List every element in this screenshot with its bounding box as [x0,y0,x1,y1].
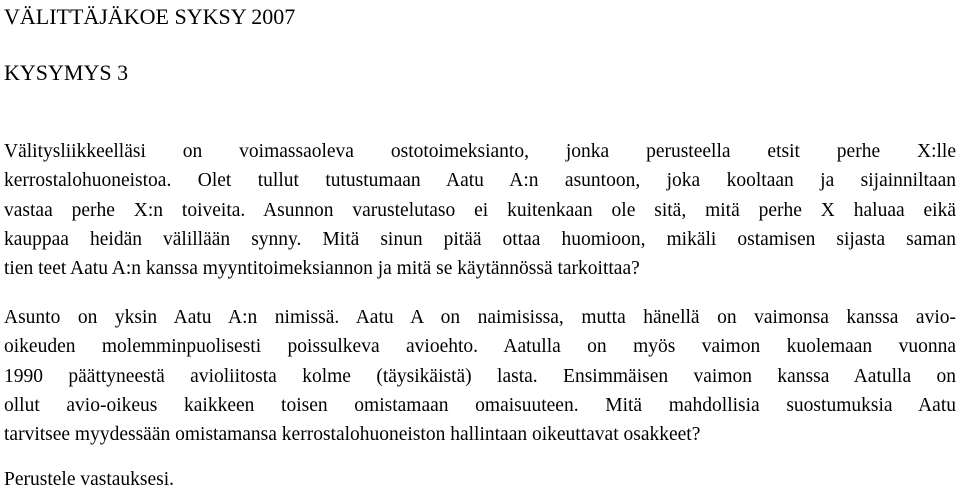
closing-line: Perustele vastauksesi. [4,469,175,490]
paragraph-line: tien teet Aatu A:n kanssa myyntitoimeksiannon ja mitä se käytännössä tarkoittaa? [4,258,640,280]
paragraph-line: ollut avio-oikeus kaikkeen toisen omistamaan omaisuuteen. Mitä mahdollisia suostumuksia Aatu [4,394,956,416]
scenario-paragraph [4,303,956,449]
paragraph-line: vastaa perhe X:n toiveita. Asunnon varustelutaso ei kuitenkaan ole sitä, mitä perhe X haluaa eikä [4,199,956,221]
paragraph-line: 1990 päättyneestä avioliitosta kolme (täysikäistä) lasta. Ensimmäisen vaimon kanssa Aatulla on [4,365,956,387]
paragraph-line: tarvitsee myydessään omistamansa kerrostalohuoneiston hallintaan oikeuttavat osakkeet? [4,424,701,446]
question-number: KYSYMYS 3 [4,60,129,85]
question-paragraph [4,137,956,283]
paragraph-line: Välitysliikkeelläsi on voimassaoleva ostotoimeksianto, jonka perusteella etsit perhe X:lle [4,141,956,162]
paragraph-line: Asunto on yksin Aatu A:n nimissä. Aatu A on naimisissa, mutta hänellä on vaimonsa kanssa avio- [4,307,956,328]
paragraph-line: oikeuden molemminpuolisesti poissulkeva avioehto. Aatulla on myös vaimon kuolemaan vuonna [4,336,956,358]
paragraph-line: kauppaa heidän välillään synny. Mitä sinun pitää ottaa huomioon, mikäli ostamisen sijasta saman [4,228,956,250]
paragraph-line: kerrostalohuoneistoa. Olet tullut tutustumaan Aatu A:n asuntoon, joka kooltaan ja sijainniltaan [4,170,956,192]
document-title: VÄLITTÄJÄKOE SYKSY 2007 [4,4,296,29]
